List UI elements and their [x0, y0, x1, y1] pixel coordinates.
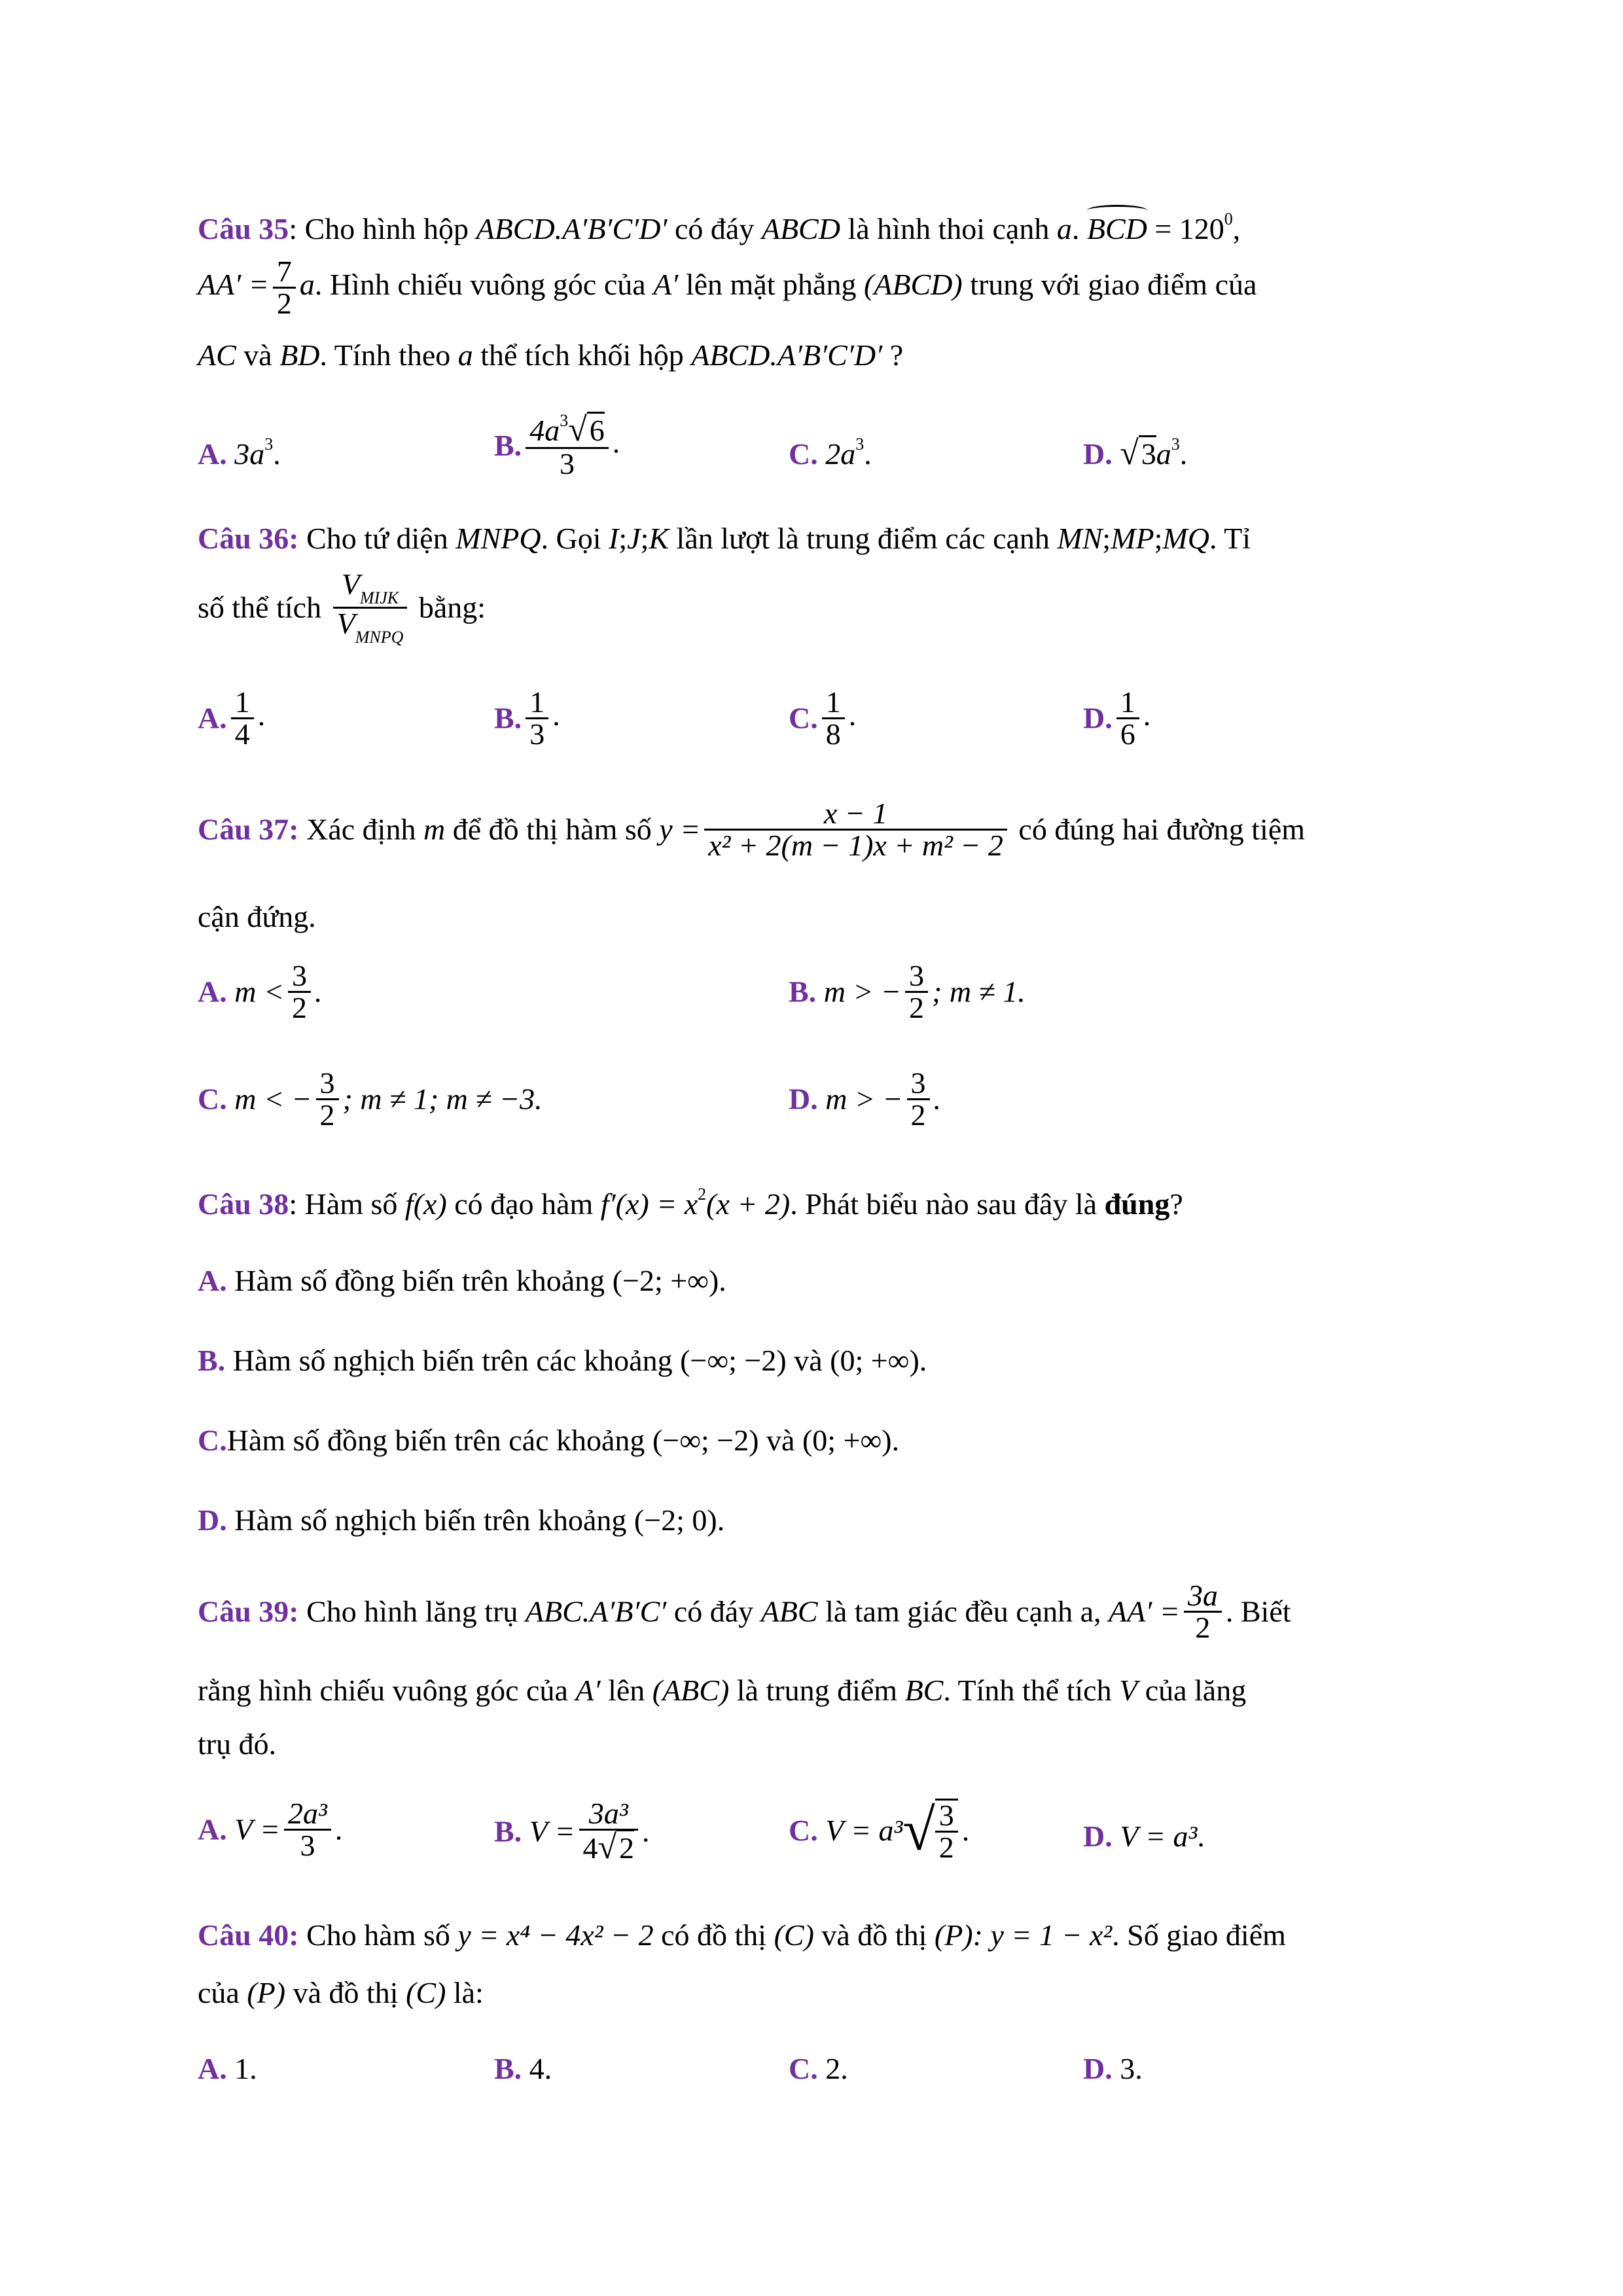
numerator: 3 — [292, 959, 307, 992]
numerator: 3a — [1187, 1579, 1218, 1612]
subscript: MNPQ — [355, 628, 404, 647]
q37-text: để đồ thị hàm số — [445, 812, 660, 846]
q35-line1 — [198, 211, 1240, 244]
q35-math: ABCD.A′B′C′D′ — [476, 212, 668, 245]
q37-option-b[interactable] — [789, 961, 1026, 1023]
q40-option-b[interactable] — [494, 2054, 552, 2084]
option-text: . — [257, 698, 266, 732]
option-fraction — [526, 687, 548, 749]
option-fraction — [822, 687, 845, 749]
option-value: 4a — [529, 414, 560, 447]
option-math: . — [315, 975, 323, 1009]
option-math: (−2; +∞) — [612, 1264, 719, 1297]
q36-text: Cho tứ diện — [298, 522, 456, 555]
option-text: . — [719, 1264, 726, 1297]
q39-text: lên — [600, 1674, 652, 1707]
option-fraction — [231, 687, 254, 749]
q35-text: = 120 — [1147, 212, 1224, 245]
radicand: 6 — [587, 412, 605, 447]
option-text: . — [1179, 437, 1188, 471]
q36-math: J — [627, 522, 641, 555]
q39-text: . Biết — [1225, 1594, 1291, 1628]
denominator: 3 — [526, 717, 548, 749]
q38-emphasis: đúng — [1104, 1187, 1170, 1221]
q40-text: . Số giao điểm — [1112, 1918, 1286, 1952]
q35-option-d[interactable] — [1083, 436, 1187, 471]
option-text: . — [1143, 698, 1151, 732]
option-label: A. — [198, 1264, 227, 1297]
numerator: 3 — [938, 1799, 954, 1832]
q39-math: A′ — [575, 1674, 601, 1707]
q39-math: ABC.A′B′C′ — [525, 1594, 667, 1628]
q39-option-d[interactable] — [1083, 1821, 1205, 1852]
q39-text: rằng hình chiếu vuông góc của — [198, 1674, 576, 1707]
q40-text: và đồ thị — [285, 1976, 406, 2009]
radicand: 2 — [616, 1829, 634, 1865]
q35-text: : Cho hình hộp — [289, 212, 476, 245]
option-label: C. — [789, 701, 818, 735]
option-value: 2. — [817, 2052, 848, 2085]
q35-text: là hình thoi cạnh — [840, 212, 1057, 245]
radicand: 3 — [1139, 435, 1156, 471]
q35-option-c[interactable] — [789, 436, 872, 469]
option-fraction — [579, 1799, 639, 1865]
denominator: 2 — [907, 1098, 930, 1130]
q35-option-a[interactable] — [198, 436, 281, 469]
denominator: 3 — [526, 447, 609, 479]
option-text: và — [758, 1424, 802, 1457]
q38-text: có đạo hàm — [446, 1187, 601, 1221]
q37-option-a[interactable] — [198, 961, 323, 1023]
option-math: V = a³ — [1120, 1820, 1198, 1853]
q39-line3: trụ đó. — [198, 1727, 277, 1761]
option-text: Hàm số đồng biến trên khoảng — [226, 1264, 613, 1297]
option-fraction — [284, 1799, 331, 1861]
q36-option-d[interactable] — [1083, 687, 1150, 749]
q36-line2 — [198, 569, 486, 646]
q40-math: (C) — [774, 1918, 814, 1952]
q36-math: K — [649, 522, 669, 555]
option-math: (0; +∞) — [830, 1344, 919, 1377]
q37-text: Xác định — [298, 812, 423, 846]
numerator: 3 — [910, 1066, 926, 1100]
q38-text: . Phát biểu nào sau đây là — [790, 1187, 1105, 1221]
q36-label: Câu 36: — [198, 522, 299, 555]
q35-math: AA′ = — [198, 268, 269, 302]
q36-math: MN — [1057, 522, 1103, 555]
q39-math: AA′ = — [1109, 1594, 1180, 1628]
option-value: a — [1156, 437, 1171, 471]
option-text: . — [552, 698, 560, 732]
q36-option-a[interactable] — [198, 687, 265, 749]
option-math: m > − — [823, 975, 901, 1009]
denominator — [579, 1829, 639, 1865]
q39-text: có đáy — [666, 1594, 761, 1628]
exponent: 3 — [264, 435, 274, 454]
q40-math: : y = 1 − x² — [972, 1918, 1113, 1952]
q37-fraction — [704, 798, 1007, 861]
option-math: (−2; 0) — [633, 1503, 717, 1537]
q36-line1 — [198, 524, 1251, 554]
option-fraction — [288, 961, 311, 1023]
option-math: V = — [234, 1812, 281, 1846]
sqrt-icon: √ — [1120, 435, 1139, 472]
q38-option-d[interactable] — [198, 1505, 724, 1535]
sqrt-icon: √ — [568, 411, 587, 448]
q38-math: (x + 2) — [706, 1187, 791, 1221]
q38-text: ? — [1169, 1187, 1183, 1221]
q37-line1 — [198, 798, 1305, 861]
subscript: MIJK — [359, 588, 399, 607]
option-text: . — [864, 437, 872, 471]
q40-math: (C) — [406, 1976, 446, 2009]
q35-math: A′ — [653, 268, 679, 302]
q35-text: lên mặt phẳng — [678, 268, 864, 302]
denominator: 3 — [284, 1829, 331, 1861]
option-math: V = a³ — [825, 1814, 903, 1847]
option-text: . — [891, 1424, 900, 1457]
sqrt-icon: √ — [902, 1798, 935, 1863]
option-label: B. — [494, 2052, 522, 2085]
option-fraction — [526, 412, 609, 479]
q40-text: Cho hàm số — [298, 1918, 458, 1952]
option-fraction — [935, 1799, 958, 1863]
option-fraction — [316, 1068, 339, 1130]
q39-line2 — [198, 1676, 1246, 1706]
option-label: A. — [198, 701, 227, 735]
numerator — [526, 412, 609, 447]
q39-text: là tam giác đều cạnh a, — [817, 1594, 1109, 1628]
q38-math: f′(x) = x — [600, 1187, 698, 1221]
q39-fraction — [1184, 1581, 1222, 1643]
denominator: 2 — [273, 287, 296, 319]
q35-text: có đáy — [667, 212, 762, 245]
q39-option-b[interactable] — [494, 1799, 650, 1865]
option-label: B. — [789, 975, 817, 1009]
numerator: 7 — [276, 255, 292, 288]
option-fraction — [905, 961, 928, 1023]
option-math: ; m ≠ 1. — [932, 975, 1026, 1009]
q35-math: ABCD.A′B′C′D′ — [691, 338, 883, 372]
q35-math: (ABCD) — [863, 268, 963, 302]
q36-text: bằng: — [411, 590, 486, 624]
exponent: 3 — [560, 411, 569, 430]
option-text: . — [642, 1814, 650, 1848]
q35-fraction — [273, 257, 296, 319]
option-label: D. — [1083, 701, 1113, 735]
option-label: B. — [494, 701, 522, 735]
sqrt-icon: √ — [597, 1829, 617, 1866]
q40-math: (P) — [247, 1976, 286, 2009]
option-label: C. — [789, 2052, 818, 2085]
numerator: 3 — [319, 1066, 335, 1100]
q40-option-d[interactable] — [1083, 2054, 1143, 2084]
numerator: 3 — [909, 959, 924, 992]
option-label: B. — [198, 1344, 226, 1377]
q36-text: ; — [1102, 522, 1111, 555]
denominator: x² + 2(m − 1)x + m² − 2 — [704, 829, 1007, 861]
option-math: ; m ≠ 1; m ≠ −3. — [342, 1082, 543, 1116]
q36-text: ; — [640, 522, 649, 555]
exponent: 3 — [855, 435, 865, 454]
q35-line3 — [198, 340, 903, 370]
q35-math: a — [457, 338, 473, 372]
q38-label: Câu 38 — [198, 1187, 289, 1221]
denominator: 2 — [316, 1098, 339, 1130]
q35-math: a — [299, 268, 315, 302]
q36-math: MQ — [1162, 522, 1209, 555]
option-math: m < — [234, 975, 284, 1009]
q39-text: . Tính thể tích — [943, 1674, 1120, 1707]
option-math: m < − — [234, 1082, 312, 1116]
q37-option-d[interactable] — [789, 1068, 941, 1130]
option-value: 1. — [226, 2052, 257, 2085]
q36-text: số thể tích — [198, 590, 329, 624]
q35-math: a — [1056, 212, 1072, 245]
numerator: 3a³ — [588, 1797, 628, 1830]
q37-line2: cận đứng. — [198, 900, 316, 933]
q38-math: f(x) — [404, 1187, 447, 1221]
q35-math: BD — [279, 338, 320, 372]
denominator: 2 — [288, 991, 311, 1023]
q37-option-c[interactable] — [198, 1068, 543, 1130]
q35-line2 — [198, 257, 1257, 319]
q38-option-b[interactable] — [198, 1346, 927, 1376]
q36-option-c[interactable] — [789, 687, 856, 749]
option-fraction — [1116, 687, 1139, 749]
exponent: 3 — [1171, 435, 1180, 454]
q36-fraction — [333, 569, 408, 646]
option-text: . — [961, 1814, 970, 1847]
q39-math: ABC — [760, 1594, 818, 1628]
q38-option-c[interactable] — [198, 1426, 899, 1456]
denominator-coef: 4 — [582, 1831, 598, 1865]
q39-math: BC — [904, 1674, 944, 1707]
q36-text: . Tỉ — [1209, 522, 1251, 555]
option-fraction — [907, 1068, 930, 1130]
q39-text: của lăng — [1137, 1674, 1247, 1707]
numerator: 1 — [529, 685, 545, 719]
q35-label: Câu 35 — [198, 212, 289, 245]
q35-option-b[interactable] — [494, 412, 620, 479]
option-text: . — [919, 1344, 927, 1377]
q39-option-a[interactable] — [198, 1799, 342, 1861]
q40-math: (P) — [934, 1918, 973, 1952]
volume-symbol: V — [336, 607, 355, 640]
option-math: (0; +∞) — [802, 1424, 892, 1457]
q35-math: AC — [198, 338, 236, 372]
q35-angle: BCD — [1086, 212, 1147, 245]
option-label: A. — [198, 1812, 227, 1846]
option-value: 3a — [234, 437, 265, 471]
option-label: D. — [1083, 437, 1113, 471]
q36-math: I — [609, 522, 619, 555]
option-text: và — [786, 1344, 830, 1377]
option-text: . — [334, 1812, 343, 1846]
q36-math: MNPQ — [455, 522, 541, 555]
numerator — [333, 569, 408, 607]
q36-text: lần lượt là trung điểm các cạnh — [669, 522, 1058, 555]
option-label: A. — [198, 437, 227, 471]
q38-line1 — [198, 1186, 1183, 1219]
option-math: V = — [529, 1814, 575, 1848]
q36-text: ; — [618, 522, 628, 555]
denominator: 6 — [1116, 717, 1139, 749]
option-value: 3. — [1112, 2052, 1143, 2085]
volume-symbol: V — [341, 567, 360, 601]
option-label: B. — [494, 429, 522, 462]
q35-text: . Hình chiếu vuông góc của — [314, 268, 654, 302]
q37-math: y = — [659, 812, 701, 846]
numerator: x − 1 — [823, 797, 888, 830]
q40-label: Câu 40: — [198, 1918, 299, 1952]
q40-line1 — [198, 1920, 1286, 1950]
q35-text: và — [236, 338, 280, 372]
q35-text: . — [1071, 212, 1087, 245]
option-label: C. — [198, 1082, 227, 1116]
option-math: (−∞; −2) — [680, 1344, 787, 1377]
q38-option-a[interactable] — [198, 1266, 726, 1296]
q39-text: Cho hình lăng trụ — [298, 1594, 526, 1628]
numerator: 1 — [1120, 685, 1135, 719]
numerator: 2a³ — [288, 1797, 327, 1830]
option-label: D. — [1083, 1820, 1113, 1853]
q36-math: MP — [1111, 522, 1154, 555]
option-value: 2a — [825, 437, 856, 471]
option-label: B. — [494, 1814, 522, 1848]
option-label: A. — [198, 2052, 227, 2085]
option-label: C. — [198, 1424, 227, 1457]
q40-option-c[interactable] — [789, 2054, 848, 2084]
option-math: . — [933, 1082, 942, 1116]
q39-label: Câu 39: — [198, 1594, 299, 1628]
exponent: 2 — [698, 1185, 707, 1204]
option-math: (−∞; −2) — [652, 1424, 759, 1457]
q40-line2 — [198, 1978, 484, 2008]
option-value: 4. — [522, 2052, 552, 2085]
q35-text: thể tích khối hộp — [473, 338, 692, 372]
option-label: C. — [789, 437, 818, 471]
denominator: 8 — [822, 717, 845, 749]
q36-text: ; — [1154, 522, 1163, 555]
q36-text: . Gọi — [541, 522, 609, 555]
option-text: Hàm số nghịch biến trên các khoảng — [225, 1344, 681, 1377]
option-text: Hàm số nghịch biến trên khoảng — [226, 1503, 634, 1537]
denominator: 2 — [1184, 1611, 1222, 1643]
q40-text: và đồ thị — [813, 1918, 935, 1952]
q40-text: là: — [446, 1976, 484, 2009]
option-text: . — [1197, 1820, 1205, 1853]
numerator: 1 — [825, 685, 841, 719]
q35-text: ? — [882, 338, 904, 372]
q37-label: Câu 37: — [198, 812, 299, 846]
option-text: . — [273, 437, 281, 471]
q35-text: trung với giao điểm của — [962, 268, 1257, 302]
q36-option-b[interactable] — [494, 687, 560, 749]
option-text: Hàm số đồng biến trên các khoảng — [226, 1424, 652, 1457]
q35-math: ABCD — [761, 212, 840, 245]
denominator: 4 — [231, 717, 254, 749]
denominator — [333, 607, 408, 646]
denominator: 2 — [935, 1831, 958, 1863]
option-label: D. — [789, 1082, 818, 1116]
q37-math: m — [423, 812, 446, 846]
option-label: D. — [198, 1503, 227, 1537]
denominator: 2 — [905, 991, 928, 1023]
option-label: A. — [198, 975, 227, 1009]
option-label: D. — [1083, 2052, 1113, 2085]
q40-text: của — [198, 1976, 247, 2009]
q35-text: . Tính theo — [319, 338, 458, 372]
q40-option-a[interactable] — [198, 2054, 257, 2084]
option-text: . — [848, 698, 857, 732]
q40-math: y = x⁴ − 4x² − 2 — [457, 1918, 654, 1952]
q38-text: : Hàm số — [289, 1187, 405, 1221]
numerator: 1 — [234, 685, 250, 719]
q39-math: (ABC) — [652, 1674, 730, 1707]
q39-option-c[interactable] — [789, 1799, 969, 1863]
q39-text: là trung điểm — [729, 1674, 905, 1707]
q39-math: V — [1119, 1674, 1138, 1707]
q35-degree: 0 — [1224, 209, 1233, 228]
option-math: m > − — [825, 1082, 903, 1116]
q37-text: có đúng hai đường tiệm — [1010, 812, 1306, 846]
q39-line1 — [198, 1581, 1291, 1643]
q35-text: , — [1232, 212, 1241, 245]
option-text: . — [612, 425, 620, 459]
option-label: C. — [789, 1814, 818, 1847]
q40-text: có đồ thị — [653, 1918, 774, 1952]
option-text: . — [717, 1503, 725, 1537]
